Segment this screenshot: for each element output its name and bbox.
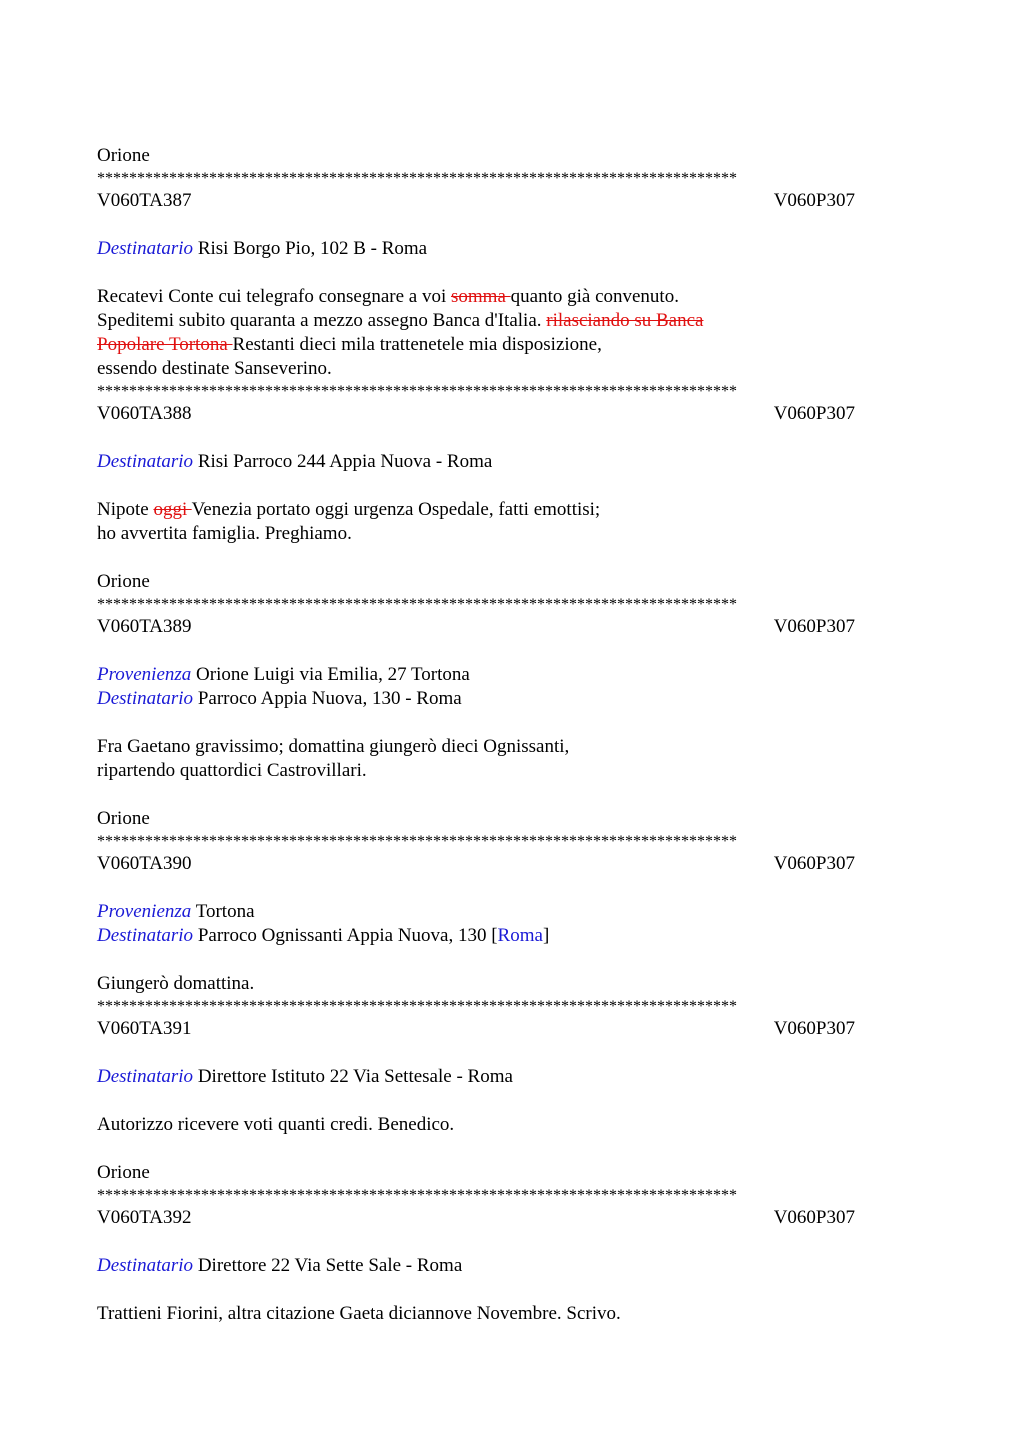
separator: ******************************************************************************** — [97, 833, 737, 850]
record-header — [97, 852, 855, 876]
recipient-value: Risi Borgo Pio, 102 B - Roma — [197, 238, 428, 259]
sender-value: Tortona — [195, 901, 255, 922]
message-line: Trattieni Fiorini, altra citazione Gaeta diciannove Novembre. Scrivo. — [97, 1303, 621, 1324]
recipient-line — [97, 924, 927, 948]
message-line — [97, 285, 927, 309]
message-text: Nipote — [97, 499, 154, 520]
record-id: V060TA388 — [97, 403, 192, 424]
message-line: essendo destinate Sanseverino. — [97, 358, 332, 379]
page-ref: V060P307 — [773, 853, 855, 874]
message-line: Giungerò domattina. — [97, 973, 255, 994]
signature: Orione — [97, 808, 150, 829]
message-line: Fra Gaetano gravissimo; domattina giungerò dieci Ognissanti, — [97, 736, 570, 757]
deleted-text: rilasciando su Banca — [546, 310, 704, 331]
message-text: Venezia portato oggi urgenza Ospedale, fatti emottisi; — [191, 499, 601, 520]
signature: Orione — [97, 145, 150, 166]
recipient-label: Destinatario — [97, 925, 194, 946]
recipient-label: Destinatario — [97, 1066, 194, 1087]
separator: ******************************************************************************** — [97, 596, 737, 613]
sender-value: Orione Luigi via Emilia, 27 Tortona — [196, 664, 470, 685]
page-ref: V060P307 — [773, 616, 855, 637]
record-id: V060TA391 — [97, 1018, 192, 1039]
recipient-line — [97, 450, 927, 474]
sender-label: Provenienza — [97, 664, 192, 685]
separator: ******************************************************************************** — [97, 170, 737, 187]
recipient-label: Destinatario — [97, 688, 194, 709]
page-ref: V060P307 — [773, 403, 855, 424]
page-ref: V060P307 — [773, 190, 855, 211]
record-header — [97, 189, 855, 213]
record-id: V060TA390 — [97, 853, 192, 874]
editorial-insertion: Roma — [497, 925, 543, 946]
message-line: ripartendo quattordici Castrovillari. — [97, 760, 367, 781]
message-text: quanto già convenuto. — [510, 286, 679, 307]
sender-line — [97, 663, 927, 687]
deleted-text: oggi — [153, 499, 192, 520]
record-header — [97, 615, 855, 639]
message-line: Autorizzo ricevere voti quanti credi. Benedico. — [97, 1114, 455, 1135]
recipient-value: Parroco Appia Nuova, 130 - Roma — [197, 688, 462, 709]
record-id: V060TA389 — [97, 616, 192, 637]
message-text: Recatevi Conte cui telegrafo consegnare a voi — [97, 286, 451, 307]
separator: ******************************************************************************** — [97, 383, 737, 400]
separator: ******************************************************************************** — [97, 1187, 737, 1204]
recipient-line — [97, 1065, 927, 1089]
record-header — [97, 402, 855, 426]
recipient-label: Destinatario — [97, 238, 194, 259]
recipient-line — [97, 237, 927, 261]
recipient-label: Destinatario — [97, 451, 194, 472]
page-ref: V060P307 — [773, 1207, 855, 1228]
message-text: Restanti dieci mila trattenetele mia disposizione, — [232, 334, 602, 355]
record-header — [97, 1017, 855, 1041]
recipient-value: Risi Parroco 244 Appia Nuova - Roma — [197, 451, 493, 472]
message-text: Speditemi subito quaranta a mezzo assegno Banca d'Italia. — [97, 310, 547, 331]
recipient-line — [97, 1254, 927, 1278]
record-header — [97, 1206, 855, 1230]
record-id: V060TA392 — [97, 1207, 192, 1228]
recipient-value: Parroco Ognissanti Appia Nuova, 130 — [197, 925, 492, 946]
editorial-bracket: ] — [542, 925, 550, 946]
sender-line — [97, 900, 927, 924]
recipient-value: Direttore Istituto 22 Via Settesale - Roma — [197, 1066, 513, 1087]
message-line — [97, 498, 927, 522]
sender-label: Provenienza — [97, 901, 192, 922]
message-line: ho avvertita famiglia. Preghiamo. — [97, 523, 352, 544]
record-id: V060TA387 — [97, 190, 192, 211]
recipient-line — [97, 687, 927, 711]
separator: ******************************************************************************** — [97, 998, 737, 1015]
signature: Orione — [97, 571, 150, 592]
editorial-bracket: [ — [491, 925, 498, 946]
document-page — [97, 144, 927, 1326]
message-line — [97, 333, 927, 357]
signature: Orione — [97, 1162, 150, 1183]
deleted-text: somma — [451, 286, 511, 307]
page-ref: V060P307 — [773, 1018, 855, 1039]
message-line — [97, 309, 927, 333]
recipient-value: Direttore 22 Via Sette Sale - Roma — [197, 1255, 463, 1276]
recipient-label: Destinatario — [97, 1255, 194, 1276]
deleted-text: Popolare Tortona — [97, 334, 233, 355]
